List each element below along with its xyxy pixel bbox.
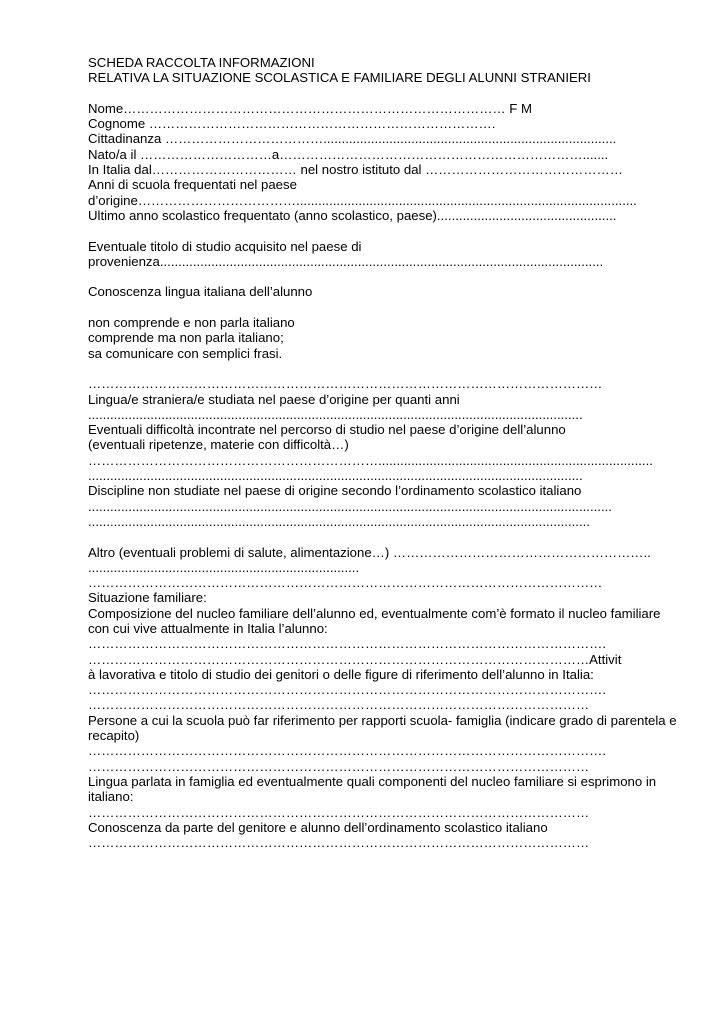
lingue-heading: Lingua/e straniera/e studiata nel paese d’origine per quanti anni	[88, 391, 460, 407]
doc-title-line-1: SCHEDA RACCOLTA INFORMAZIONI	[88, 55, 315, 70]
altro-heading: Altro (eventuali problemi di salute, alimentazione…) …………………………………………………..	[88, 544, 651, 560]
field-in-italia: In Italia dal…………………………… nel nostro istituto dal ………………………………………	[88, 162, 623, 178]
situazione-dots-3: ……………………………………………………………………………………………………….	[88, 682, 606, 698]
difficolta-sub: (eventuali ripetenze, materie con difficoltà…)	[88, 437, 349, 453]
altro-dots-1: ..........................................................................	[88, 559, 360, 575]
persone-dots-2: ……………………………………………………………………………………………………	[88, 758, 590, 774]
field-anni-scuola-2: d’origine……………………………….............................................................................................	[88, 192, 637, 208]
situazione-attivita: à lavorativa e titolo di studio dei genitori o delle figure di riferimento dell’alunno in Italia:	[88, 666, 594, 682]
persone-dots-1: ……………………………………………………………………………………………………….	[88, 743, 606, 759]
discipline-dots-1: ...............................................................................................................................................	[88, 498, 612, 514]
discipline-heading: Discipline non studiate nel paese di origine secondo l’ordinamento scolastico italiano	[88, 483, 582, 499]
conoscenza-heading: Conoscenza lingua italiana dell’alunno	[88, 284, 313, 300]
field-cognome: Cognome …………………………………………………………………….	[88, 116, 496, 132]
conoscenza-option-2: comprende ma non parla italiano;	[88, 330, 284, 346]
situazione-dots-4: ……………………………………………………………………………………………………	[88, 697, 590, 713]
situazione-composizione: Composizione del nucleo familiare dell’alunno ed, eventualmente com’è formato il nucleo familiare con cui vive attualmente in Italia l’alunno:	[88, 605, 661, 636]
document-page	[88, 55, 688, 850]
ordinamento-dots: ……………………………………………………………………………………………………	[88, 835, 590, 851]
situazione-dots-1: ……………………………………………………………………………………………………….	[88, 636, 606, 652]
lingue-dots: .......................................................................................................................................	[88, 406, 583, 422]
field-ultimo-anno: Ultimo anno scolastico frequentato (anno scolastico, paese).................................................	[88, 207, 617, 223]
discipline-dots-2: .........................................................................................................................................	[88, 513, 590, 529]
field-anni-scuola-1: Anni di scuola frequentati nel paese	[88, 177, 297, 193]
situazione-heading: Situazione familiare:	[88, 590, 207, 606]
doc-title-line-2: RELATIVA LA SITUAZIONE SCOLASTICA E FAMILIARE DEGLI ALUNNI STRANIERI	[88, 70, 591, 86]
titolo-line-2: provenienza.........................................................................................................................	[88, 253, 604, 269]
conoscenza-dots: ………………………………………………………………………………………………………	[88, 376, 603, 392]
titolo-line-1: Eventuale titolo di studio acquisito nel paese di	[88, 238, 362, 254]
difficolta-dots-2: .......................................................................................................................................	[88, 468, 583, 484]
lingua-famiglia-dots: ……………………………………………………………………………………………………	[88, 804, 590, 820]
field-cittadinanza: Cittadinanza ………………………………................................................................................	[88, 131, 617, 147]
ordinamento-heading: Conoscenza da parte del genitore e alunno dell’ordinamento scolastico italiano	[88, 819, 548, 835]
altro-dots-2: ………………………………………………………………………………………………………	[88, 575, 603, 591]
situazione-dots-2-attivita: ……………………………………………………………………………………………………Attivit	[88, 651, 622, 667]
conoscenza-option-3: sa comunicare con semplici frasi.	[88, 345, 283, 361]
difficolta-heading: Eventuali difficoltà incontrate nel percorso di studio nel paese d’origine dell’alunno	[88, 422, 566, 438]
conoscenza-option-1: non comprende e non parla italiano	[88, 315, 295, 331]
field-nato: Nato/a il …………………………a…………………………………………………………….......	[88, 146, 609, 162]
field-nome: Nome…………………………………………………………………………… F M	[88, 100, 532, 116]
persone-heading: Persone a cui la scuola può far riferimento per rapporti scuola- famiglia (indicare grado di parentela e recapito)	[88, 712, 677, 744]
difficolta-dots-1: …………………………………………………………...........................................................................	[88, 452, 653, 468]
lingua-famiglia-heading: Lingua parlata in famiglia ed eventualmente quali componenti del nucleo familiare si esprimono in italiano:	[88, 773, 657, 805]
